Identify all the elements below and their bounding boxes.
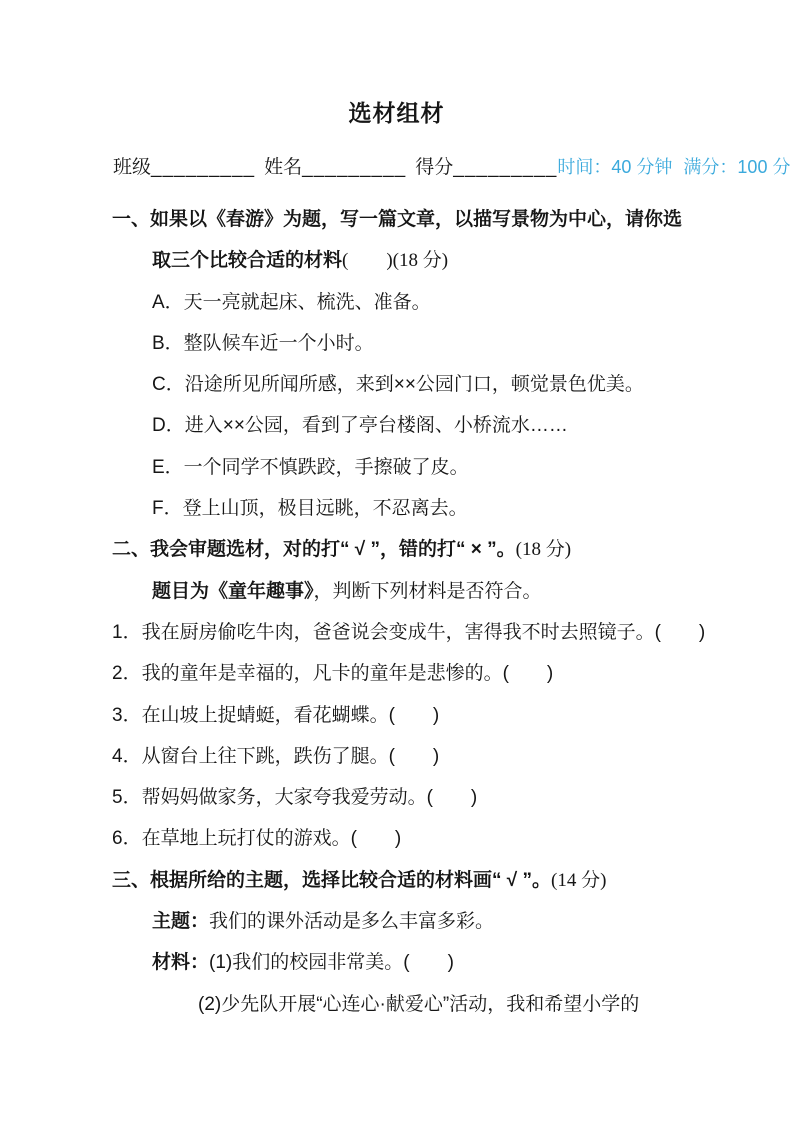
name-label: 姓名	[264, 157, 303, 178]
q1-option-F: F．登上山顶，极目远眺，不忍离去。	[152, 498, 468, 520]
q1-option-A: A．天一亮就起床、梳洗、准备。	[152, 291, 431, 313]
score-label: 得分	[415, 157, 454, 178]
q2-subtitle-title: 题目为《童年趣事》	[152, 580, 314, 602]
q3-material-label: 材料：	[152, 952, 210, 974]
q3-heading-text: 三、根据所给的主题，选择比较合适的材料画“ √ ”。	[112, 869, 551, 891]
q1-heading-line2	[112, 240, 695, 281]
score-field	[415, 152, 557, 179]
q3-heading	[112, 860, 695, 901]
class-blank: _________	[151, 157, 256, 178]
q1-option-C: C．沿途所见所闻所感，来到××公园门口，顿觉景色优美。	[152, 374, 644, 396]
q2-item-3: 3．在山坡上捉蜻蜓，看花蝴蝶。( )	[112, 704, 440, 726]
class-label: 班级	[113, 157, 152, 178]
q2-item-4: 4．从窗台上往下跳，跌伤了腿。( )	[112, 745, 440, 767]
q1-answer-blank-and-points: ( )(18 分)	[342, 250, 449, 272]
q1-option-E: E．一个同学不慎跌跤，手擦破了皮。	[152, 456, 469, 478]
time-limit: 时间：40 分钟	[557, 157, 673, 177]
q2-item-1: 1．我在厨房偷吃牛肉，爸爸说会变成牛，害得我不时去照镜子。( )	[112, 621, 706, 643]
q3-theme-label: 主题：	[152, 911, 210, 933]
q1-option-B: B．整队候车近一个小时。	[152, 332, 374, 354]
q2-subtitle	[112, 571, 695, 612]
q2-item-2: 2．我的童年是幸福的，凡卡的童年是悲惨的。( )	[112, 663, 554, 685]
q3-theme	[112, 901, 695, 942]
header-info-row	[113, 152, 791, 179]
page-title: 选材组材	[348, 100, 445, 126]
name-field	[264, 152, 406, 179]
q1-heading-line2-text: 取三个比较合适的材料	[152, 250, 343, 272]
q2-subtitle-rest: ，判断下列材料是否符合。	[313, 580, 542, 602]
name-blank: _________	[302, 157, 407, 178]
q1-heading-line1: 一、如果以《春游》为题，写一篇文章，以描写景物为中心，请你选	[112, 209, 683, 230]
class-field	[113, 152, 255, 179]
q3-material-item1: (1)我们的校园非常美。( )	[209, 952, 454, 974]
q2-item-6: 6．在草地上玩打仗的游戏。( )	[112, 828, 402, 850]
q3-material-2: (2)少先队开展“心连心·献爱心”活动，我和希望小学的	[198, 993, 640, 1015]
q1-option-D: D．进入××公园，看到了亭台楼阁、小桥流水……	[152, 415, 568, 437]
q2-heading-text: 二、我会审题选材，对的打“ √ ”，错的打“ × ”。	[112, 539, 516, 561]
q2-points: (18 分)	[515, 539, 572, 561]
score-blank: _________	[453, 157, 558, 178]
worksheet-body	[112, 199, 706, 1025]
q3-material-1	[112, 942, 695, 983]
q2-item-5: 5．帮妈妈做家务，大家夸我爱劳动。( )	[112, 787, 478, 809]
q3-points: (14 分)	[551, 869, 607, 891]
q3-theme-text: 我们的课外活动是多么丰富多彩。	[209, 911, 495, 933]
time-score-info	[557, 153, 790, 179]
q2-heading	[112, 529, 695, 570]
full-score: 满分：100 分	[683, 157, 791, 177]
